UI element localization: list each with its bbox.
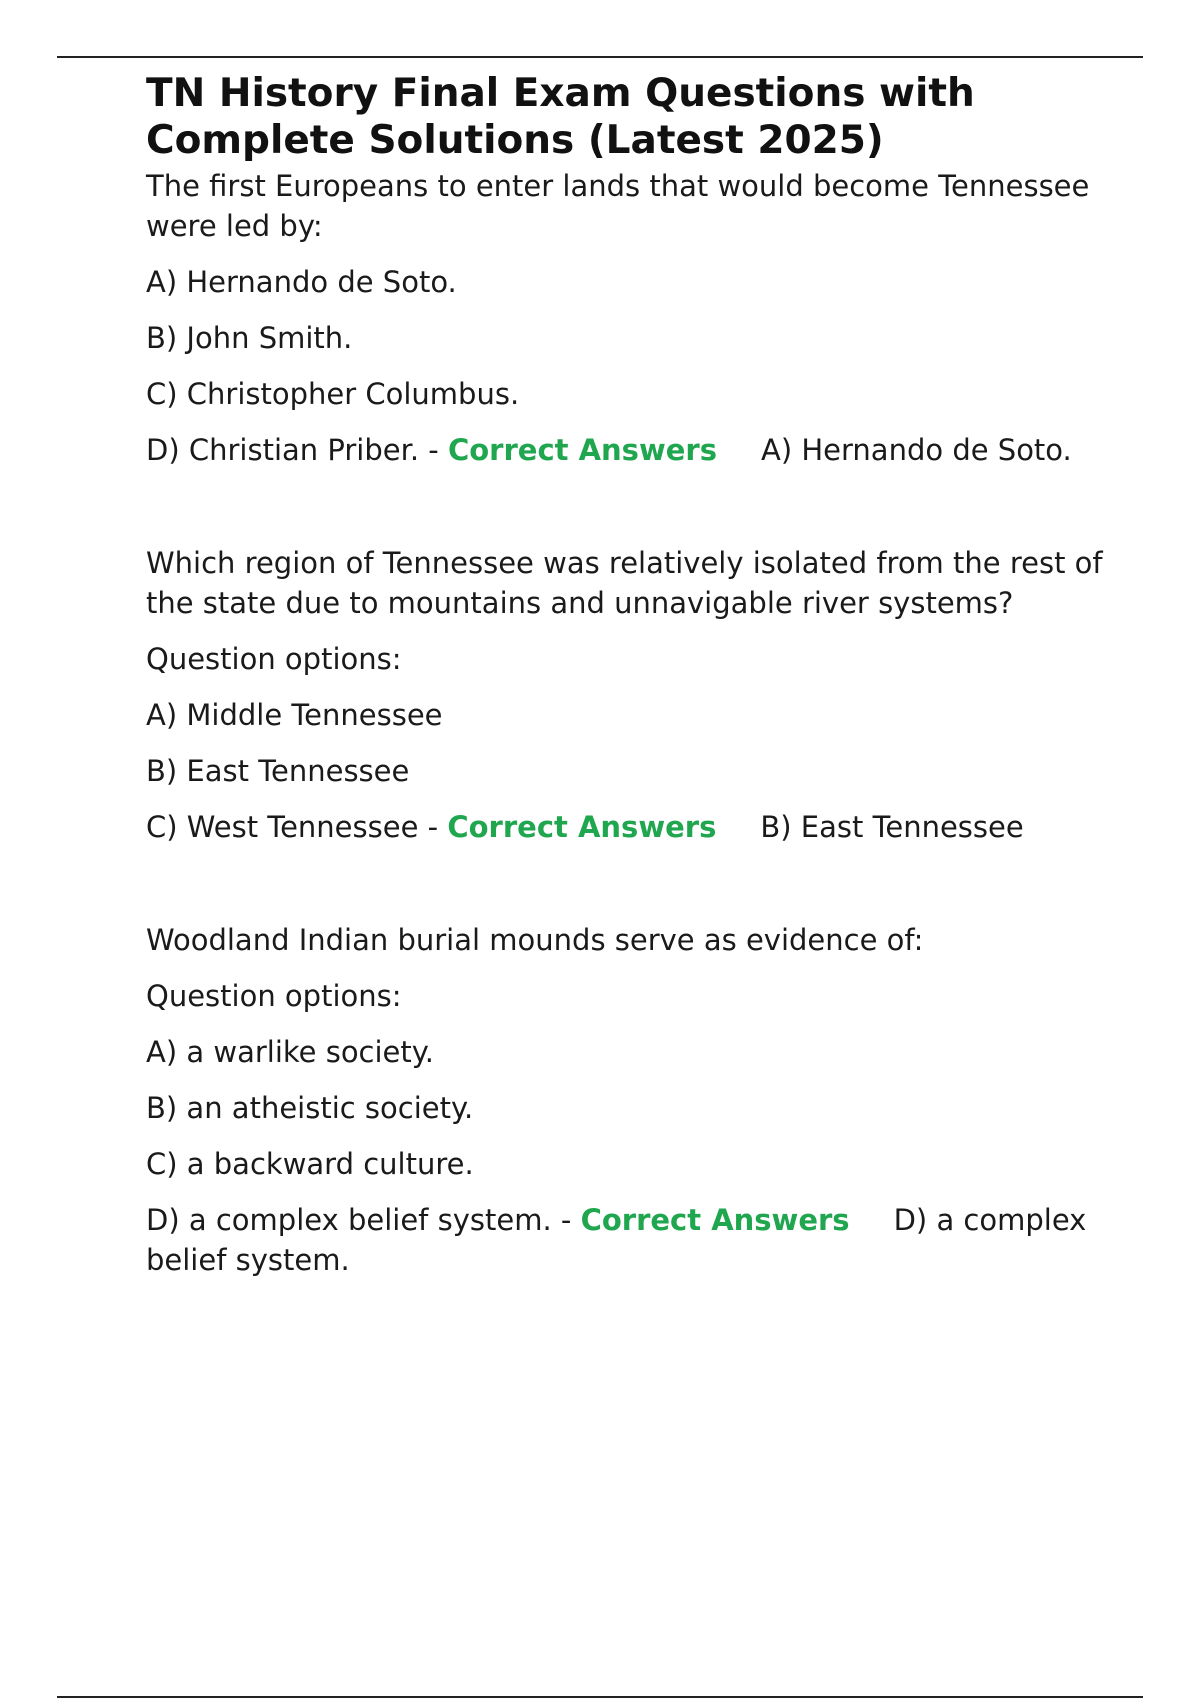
answer-text: D) a complex belief system. xyxy=(146,1203,1087,1277)
option-b: B) an atheistic society. xyxy=(146,1091,474,1125)
option-c: C) Christopher Columbus. xyxy=(146,377,520,411)
top-rule xyxy=(57,56,1143,58)
option-d-with-answer xyxy=(146,430,1106,470)
question-text: Which region of Tennessee was relatively isolated from the rest of the state due to mountains and unnavigable river systems? xyxy=(146,546,1103,620)
option-b: B) East Tennessee xyxy=(146,754,410,788)
last-option: D) a complex belief system. - xyxy=(146,1203,572,1237)
correct-answers-label: Correct Answers xyxy=(447,433,717,467)
answer-text: A) Hernando de Soto. xyxy=(760,433,1072,467)
document-body xyxy=(146,70,1106,1280)
option-a: A) a warlike society. xyxy=(146,1035,435,1069)
options-header: Question options: xyxy=(146,642,402,676)
question-text: The first Europeans to enter lands that would become Tennessee were led by: xyxy=(146,169,1090,243)
correct-answers-label: Correct Answers xyxy=(580,1203,850,1237)
options-header: Question options: xyxy=(146,979,402,1013)
option-a: A) Middle Tennessee xyxy=(146,698,443,732)
document-title: TN History Final Exam Questions with Complete Solutions (Latest 2025) xyxy=(146,71,975,163)
question-block-1 xyxy=(146,166,1106,470)
last-option: C) West Tennessee - xyxy=(146,810,439,844)
bottom-rule xyxy=(57,1696,1143,1698)
last-option: D) Christian Priber. - xyxy=(146,433,439,467)
answer-text: B) East Tennessee xyxy=(760,810,1024,844)
option-a: A) Hernando de Soto. xyxy=(146,265,457,299)
correct-answers-label: Correct Answers xyxy=(447,810,717,844)
question-block-3 xyxy=(146,920,1106,1280)
question-block-2 xyxy=(146,543,1106,847)
option-d-with-answer xyxy=(146,1200,1106,1280)
option-c-with-answer xyxy=(146,807,1106,847)
question-text: Woodland Indian burial mounds serve as evidence of: xyxy=(146,923,924,957)
option-c: C) a backward culture. xyxy=(146,1147,474,1181)
option-b: B) John Smith. xyxy=(146,321,353,355)
